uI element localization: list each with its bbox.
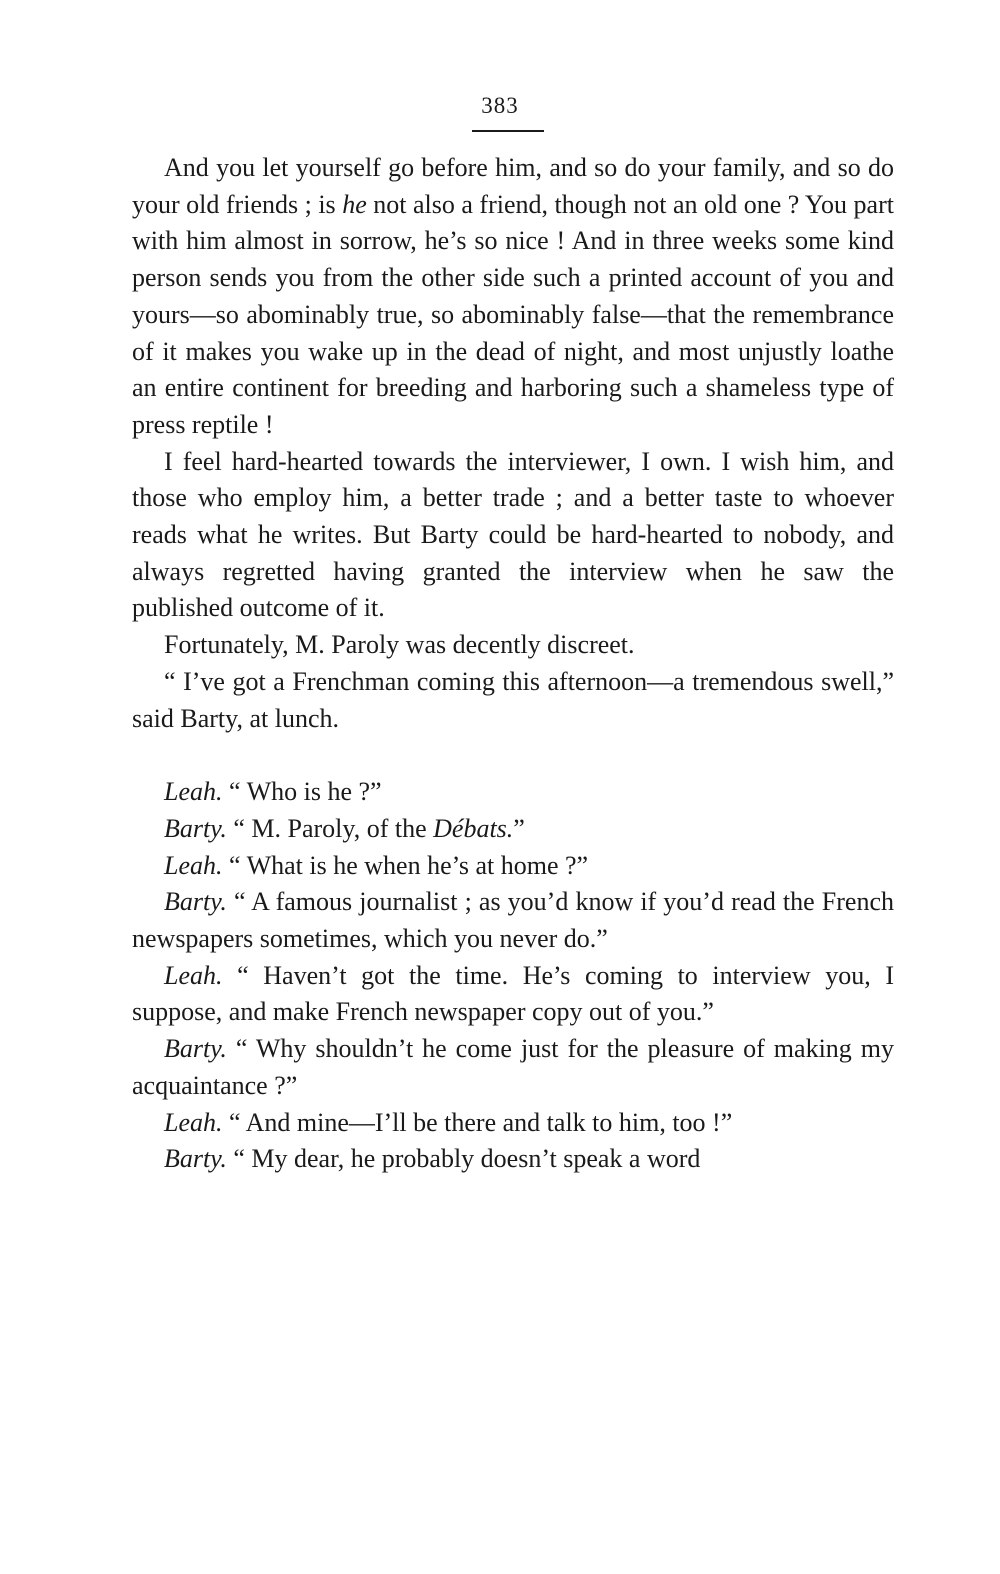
dialogue-speaker: Barty. bbox=[164, 813, 227, 843]
paragraph-4: “ I’ve got a Frenchman coming this afternoon—a tremendous swell,” said Barty, at lunch. bbox=[132, 666, 894, 733]
dialogue-text: “ Who is he ?” bbox=[222, 777, 382, 807]
dialogue-text-end: ” bbox=[513, 813, 525, 843]
dialogue-text: “ What is he when he’s at home ?” bbox=[222, 850, 589, 880]
dialogue-text: “ My dear, he probably doesn’t speak a word bbox=[226, 1144, 701, 1174]
dialogue-text-italic: Débats. bbox=[433, 813, 514, 843]
page-number-rule bbox=[472, 130, 544, 132]
paragraph-1-part-a: And you let yourself go before him, and so do your family, and so do your old friends ; is bbox=[132, 153, 894, 219]
dialogue-text: “ M. Paroly, of the bbox=[226, 813, 434, 843]
dialogue-line bbox=[132, 1141, 894, 1178]
dialogue-speaker: Leah. bbox=[164, 850, 223, 880]
page-number: 383 bbox=[481, 93, 519, 118]
dialogue-line bbox=[132, 774, 894, 811]
dialogue-line bbox=[132, 811, 894, 848]
dialogue-speaker: Leah. bbox=[164, 777, 223, 807]
paragraph-1-emphasis: he bbox=[342, 189, 367, 219]
dialogue-text: “ A famous journalist ; as you’d know if you’d read the French newspapers sometimes, which you never do.” bbox=[132, 887, 894, 954]
dialogue-speaker: Barty. bbox=[164, 1144, 227, 1174]
dialogue-speaker: Leah. bbox=[164, 1107, 223, 1137]
paragraph-2: I feel hard-hearted towards the interviewer, I own. I wish him, and those who employ him, a better trade ; and a better taste to whoever reads what he writes. But Barty could be hard-hearted to nobody, and always regretted having granted the interview when he saw the published outcome of it. bbox=[132, 446, 894, 623]
dialogue-speaker: Barty. bbox=[164, 887, 227, 917]
dialogue-line bbox=[132, 1031, 894, 1104]
dialogue-text: “ And mine—I’ll be there and talk to him, too !” bbox=[222, 1107, 733, 1137]
paragraph-1 bbox=[132, 150, 894, 444]
dialogue-line bbox=[132, 884, 894, 957]
dialogue-speaker: Leah. bbox=[164, 960, 223, 990]
paragraph-3: Fortunately, M. Paroly was decently discreet. bbox=[164, 630, 635, 660]
dialogue-line bbox=[132, 848, 894, 885]
dialogue-line bbox=[132, 958, 894, 1031]
dialogue-text: “ Why shouldn’t he come just for the pleasure of making my acquaintance ?” bbox=[132, 1034, 894, 1100]
section-spacer bbox=[132, 737, 894, 774]
paragraph-1-part-b: not also a friend, though not an old one ? You part with him almost in sorrow, he’s so nice ! And in three weeks some kind person sends you from the other side such a printed account of you and yours—so abominably true, so abominably false—that the remembrance of it makes you wake up in the dead of night, and most unjustly loathe an entire continent for breeding and harboring such a shameless type of press reptile ! bbox=[132, 189, 894, 439]
dialogue-line bbox=[132, 1105, 894, 1142]
dialogue-speaker: Barty. bbox=[164, 1034, 227, 1064]
dialogue-text: “ Haven’t got the time. He’s coming to interview you, I suppose, and make French newspaper copy out of you.” bbox=[132, 960, 894, 1027]
body-text bbox=[132, 150, 894, 1178]
